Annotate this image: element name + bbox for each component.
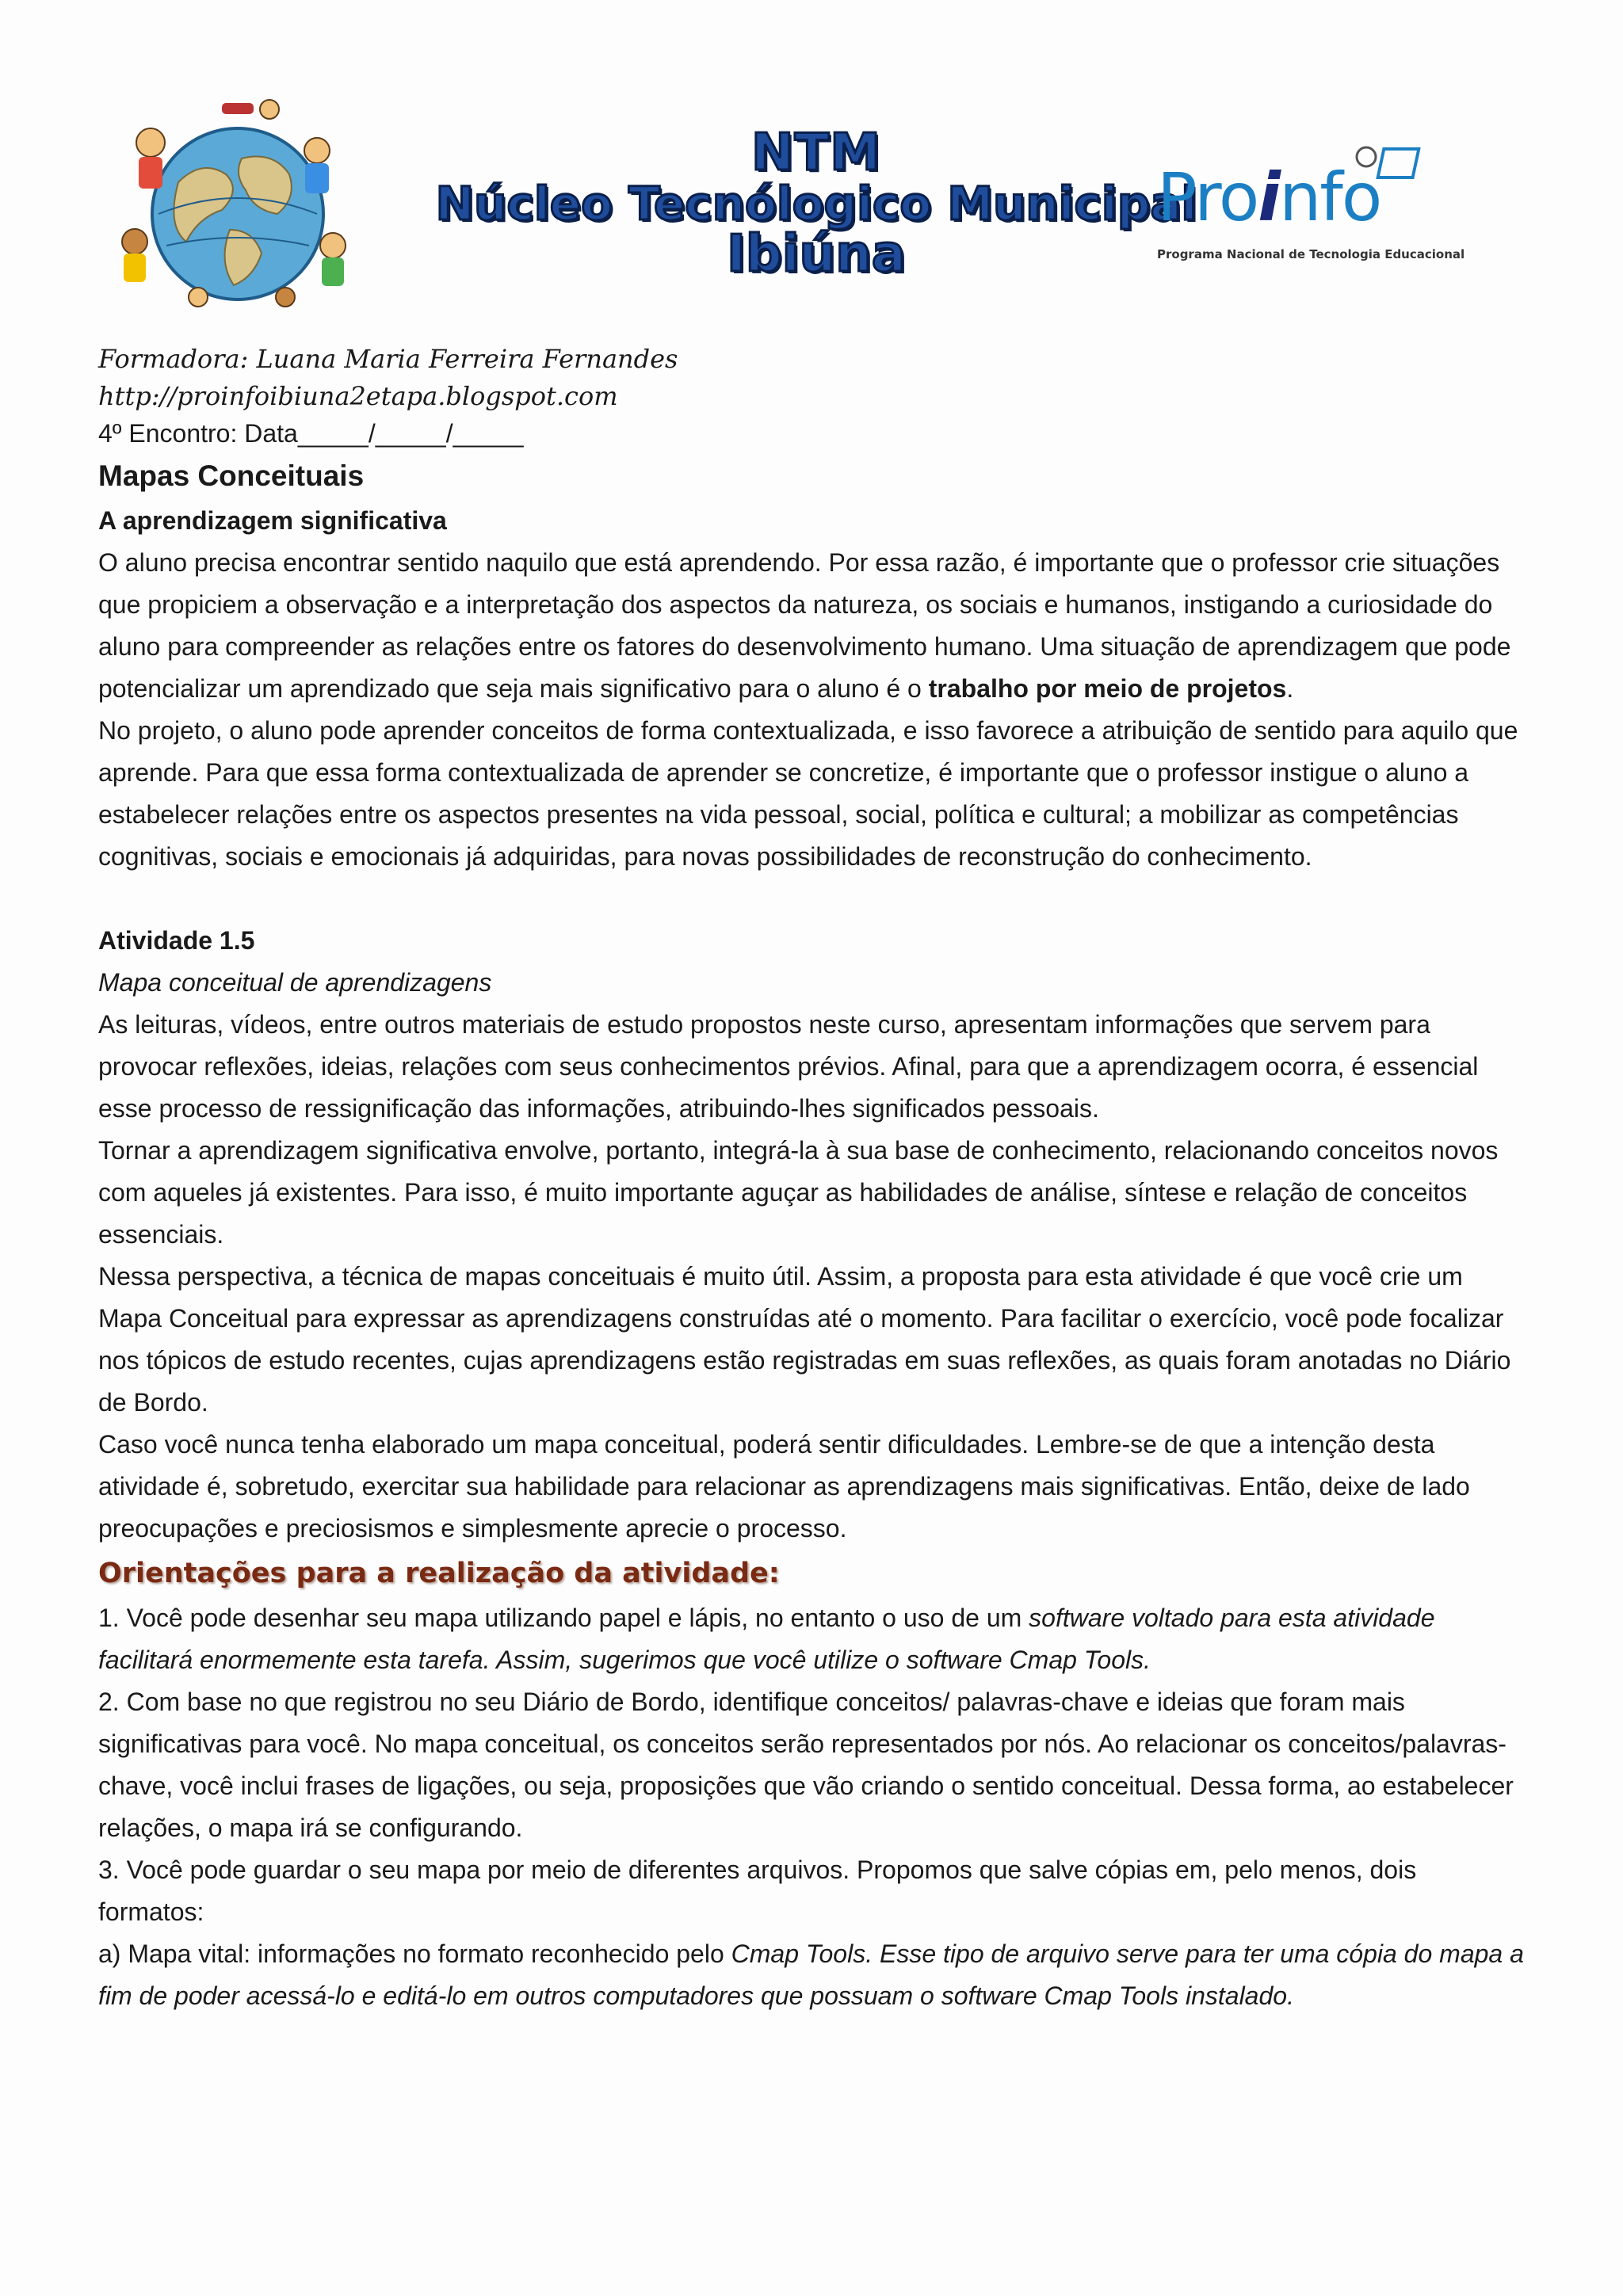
orientacao-item-a: a) Mapa vital: informações no formato reconhecido pelo Cmap Tools. Esse tipo de arquivo serve para ter uma cópia do mapa a fim de poder acessá-lo e editá-lo em outros computadores que possuam o software Cmap Tools instalado.	[98, 1939, 1524, 2010]
paragraph-aprendizagem-2: No projeto, o aluno pode aprender conceitos de forma contextualizada, e isso favorece a atribuição de sentido para aquilo que aprende. Para que essa forma contextualizada de aprender se concretize, é importante que o professor instigue o aluno a estabelecer relações entre os aspectos presentes na vida pessoal, social, política e cultural; a mobilizar as competências cognitivas, sociais e emocionais já adquiridas, para novas possibilidades de reconstrução do conhecimento.	[98, 716, 1518, 871]
encontro-date-line: 4º Encontro: Data_____/_____/_____	[98, 419, 524, 448]
document-body	[98, 341, 1525, 2017]
paragraph-atividade-1: As leituras, vídeos, entre outros materiais de estudo propostos neste curso, apresentam informações que servem para provocar reflexões, ideias, relações com seus conhecimentos prévios. Afinal, para que a aprendizagem ocorra, é essencial esse processo de ressignificação das informações, atribuindo-lhes significados pessoais.	[98, 1010, 1479, 1123]
title-line-ntm: NTM	[751, 124, 881, 182]
section-title-atividade: Atividade 1.5	[98, 926, 255, 955]
section-title-mapas: Mapas Conceituais	[98, 460, 365, 492]
proinfo-logo	[1157, 158, 1506, 285]
title-line-ibiuna: Ibiúna	[727, 225, 906, 284]
formadora-line: Formadora: Luana Maria Ferreira Fernandes	[98, 344, 678, 374]
proinfo-wordmark: Proinfo	[1157, 158, 1381, 236]
section-subtitle-mapa: Mapa conceitual de aprendizagens	[98, 968, 492, 997]
paragraph-atividade-4: Caso você nunca tenha elaborado um mapa conceitual, poderá sentir dificuldades. Lembre-se de que a intenção desta atividade é, sobretudo, exercitar sua habilidade para relacionar as aprendizagens mais significativas. Então, deixe de lado preocupações e preciosismos e simplesmente aprecie o processo.	[98, 1430, 1470, 1543]
section-subtitle-aprendizagem: A aprendizagem significativa	[98, 506, 447, 535]
spacer	[98, 878, 1525, 920]
orientacao-item-3: 3. Você pode guardar o seu mapa por meio de diferentes arquivos. Propomos que salve cópias em, pelo menos, dois formatos:	[98, 1855, 1417, 1926]
orientacao-item-1: 1. Você pode desenhar seu mapa utilizando papel e lápis, no entanto o uso de um software voltado para esta atividade facilitará enormemente esta tarefa. Assim, sugerimos que você utilize o software Cmap Tools.	[98, 1604, 1435, 1674]
paragraph-aprendizagem-1: O aluno precisa encontrar sentido naquilo que está aprendendo. Por essa razão, é importante que o professor crie situações que propiciem a observação e a interpretação dos aspectos da natureza, os sociais e humanos, instigando a curiosidade do aluno para compreender as relações entre os fatores do desenvolvimento humano. Uma situação de aprendizagem que pode potencializar um aprendizado que seja mais significativo para o aluno é o trabalho por meio de projetos.	[98, 548, 1511, 703]
globe-children-logo	[103, 95, 365, 309]
proinfo-computer-icon	[1355, 143, 1426, 198]
page-header	[95, 95, 1506, 317]
blog-url: http://proinfoibiuna2etapa.blogspot.com	[98, 381, 618, 411]
section-title-orientacoes: Orientações para a realização da atividade:	[98, 1558, 780, 1589]
orientacao-item-2: 2. Com base no que registrou no seu Diário de Bordo, identifique conceitos/ palavras-chave e ideias que foram mais significativas para você. No mapa conceitual, os conceitos serão representados por nós. Ao relacionar os conceitos/palavras-chave, você inclui frases de ligações, ou seja, proposições que vão criando o sentido conceitual. Dessa forma, ao estabelecer relações, o mapa irá se configurando.	[98, 1688, 1514, 1842]
proinfo-subtitle: Programa Nacional de Tecnologia Educacional	[1157, 247, 1465, 261]
ntm-title	[357, 124, 1276, 284]
paragraph-atividade-3: Nessa perspectiva, a técnica de mapas conceituais é muito útil. Assim, a proposta para esta atividade é que você crie um Mapa Conceitual para expressar as aprendizagens construídas até o momento. Para facilitar o exercício, você pode focalizar nos tópicos de estudo recentes, cujas aprendizagens estão registradas em suas reflexões, as quais foram anotadas no Diário de Bordo.	[98, 1262, 1511, 1417]
paragraph-atividade-2: Tornar a aprendizagem significativa envolve, portanto, integrá-la à sua base de conhecimento, relacionando conceitos novos com aqueles já existentes. Para isso, é muito importante aguçar as habilidades de análise, síntese e relação de conceitos essenciais.	[98, 1136, 1499, 1249]
title-line-nucleo: Núcleo Tecnólogico Municipal	[435, 177, 1197, 231]
